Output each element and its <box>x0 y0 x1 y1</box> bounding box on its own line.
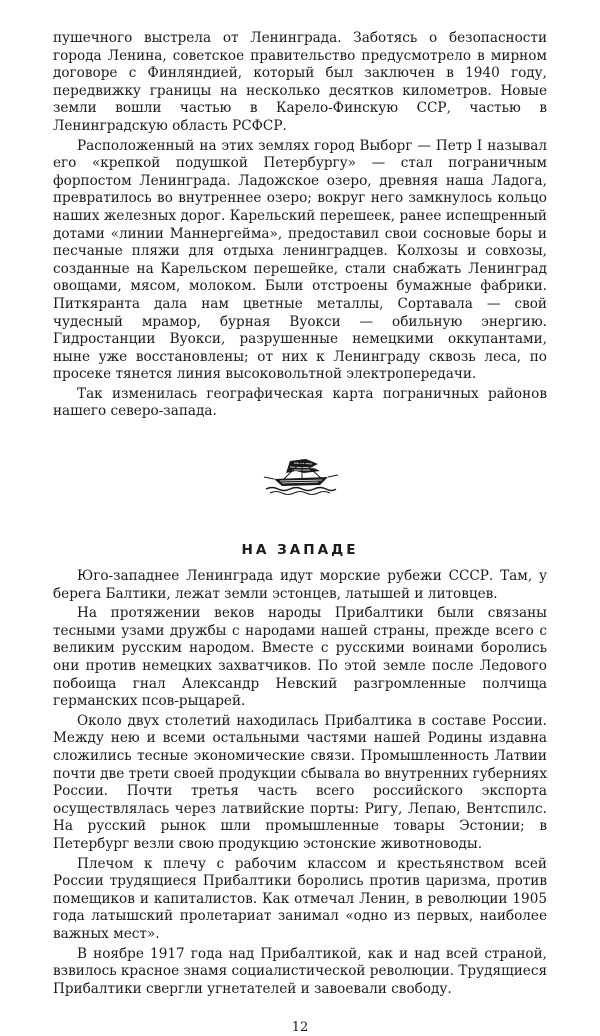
paragraph-baltic-borders: Юго-западнее Ленинграда идут морские рубежи СССР. Там, у берега Балтики, лежат земли эстонцев, латышей и литовцев. <box>53 568 547 602</box>
intro-text-block <box>53 30 547 421</box>
page-number: 12 <box>291 1020 309 1036</box>
section-title: НА ЗАПАДЕ <box>241 542 359 559</box>
paragraph-vyborg: Расположенный на этих землях город Выборг — Петр I называл его «крепкой подушкой Петербургу» — стал пограничным форпостом Ленинграда. Ладожское озеро, древняя наша Ладога, превратилось во внутреннее озеро; вокруг него замкнулось кольцо наших железных дорог. Карельский перешеек, ранее испещренный дотами «линии Маннергейма», предоставил свои сосновые боры и песчаные пляжи для отдыха ленинградцев. Колхозы и совхозы, созданные на Карельском перешейке, стали снабжать Ленинград овощами, мясом, молоком. Были отстроены бумажные фабрики. Питкяранта дала нам цветные металлы, Сортавала — свой чудесный мрамор, бурная Вуокси — обильную энергию. Гидростанции Вуокси, разрушенные немецкими оккупантами, ныне уже восстановлены; от них к Ленинграду сквозь леса, по просеке тянется линия высоковольтной электропередачи. <box>53 137 547 383</box>
paragraph-november-1917: В ноябре 1917 года над Прибалтикой, как и над всей страной, взвилось красное знамя социалистической революции. Трудящиеся Прибалтики свергли угнетателей и завоевали свободу. <box>53 945 548 997</box>
section-text-block <box>53 568 547 998</box>
book-page <box>53 30 547 1036</box>
paragraph-continuation: пушечного выстрела от Ленинграда. Заботясь о безопасности города Ленина, советское правительство предусмотрело в мирном договоре с Финляндией, который был заключен в 1940 году, передвижку границы на несколько десятков километров. Новые земли вошли частью в Карело-Финскую ССР, частью в Ленинградскую область РСФСР. <box>53 30 547 134</box>
paragraph-economy: Около двух столетий находилась Прибалтика в составе России. Между нею и всеми остальными частями нашей Родины издавна сложились тесные экономические связи. Промышленность Латвии почти две трети своей продукции сбывала во внутренних губерниях России. Почти третья часть всего российского экспорта осуществлялась через латвийские порты: Ригу, Лепаю, Вентспилс. На русский рынок шли промышленные товары Эстонии; в Петербург везли свою продукцию эстонские животноводы. <box>53 712 547 852</box>
ship-vignette-icon <box>260 455 340 497</box>
paragraph-map-change: Так изменилась географическая карта пограничных районов нашего северо-запада. <box>53 385 547 420</box>
paragraph-friendship: На протяжении веков народы Прибалтики были связаны тесными узами дружбы с народами нашей страны, прежде всего с великим русским народом. Вместе с русскими воинами боролись они против немецких захватчиков. По этой земле после Ледового побоища гнал Александр Невский разгромленные полчища германских псов-рыцарей. <box>53 605 547 710</box>
paragraph-revolution-1905: Плечом к плечу с рабочим классом и крестьянством всей России трудящиеся Прибалтики боролись против царизма, против помещиков и капиталистов. Как отмечал Ленин, в революции 1905 года латышский пролетариат занимал «одно из первых, наиболее важных мест». <box>53 855 547 942</box>
